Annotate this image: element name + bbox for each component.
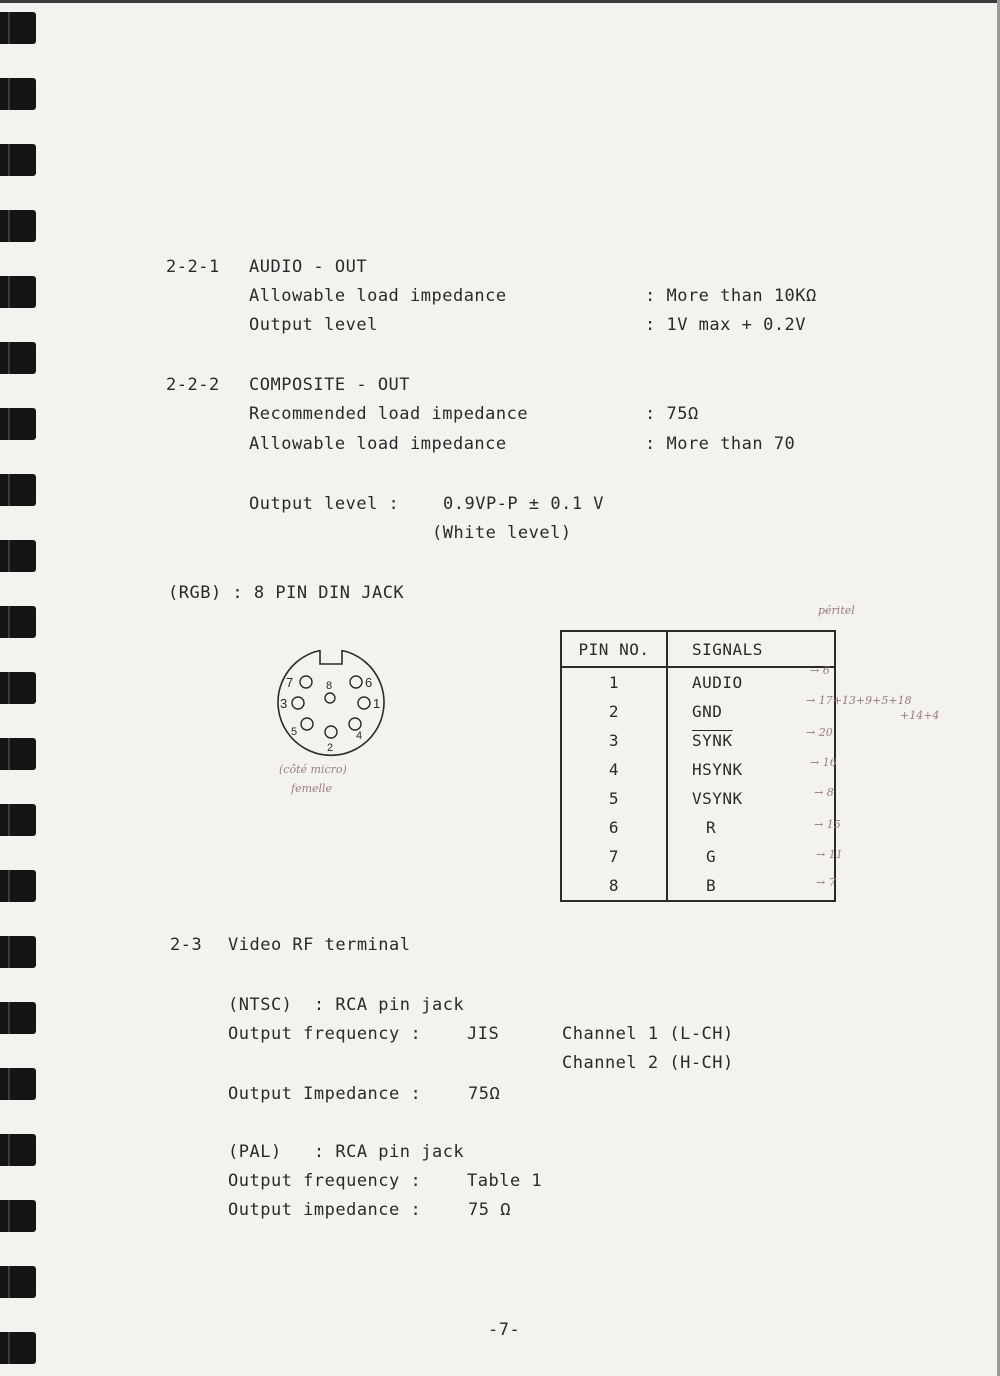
signal-cell: GND (692, 702, 723, 721)
din-pin-8 (325, 693, 335, 703)
pin-cell: 5 (561, 784, 667, 813)
signal-cell: G (706, 847, 717, 866)
binding-hole (0, 78, 36, 110)
ntsc-freq-value: JIS (467, 1024, 500, 1044)
spec-value: : 1V max + 0.2V (645, 315, 807, 335)
handwritten-pin-map: → 6 (810, 664, 830, 677)
pin-cell: 2 (561, 697, 667, 726)
handwritten-pin-map: → 15 (814, 818, 841, 831)
signal-cell: VSYNK (692, 789, 743, 808)
table-row (561, 813, 835, 842)
binding-hole (0, 1002, 36, 1034)
table-row (561, 842, 835, 871)
spec-value: : More than 70 (645, 434, 796, 454)
binding-hole (0, 210, 36, 242)
din-pin-7 (300, 676, 312, 688)
din-pin-6 (350, 676, 362, 688)
output-level-label: Output level : (249, 494, 400, 514)
table-row (561, 755, 835, 784)
binding-hole (0, 1068, 36, 1100)
ntsc-impedance-label: Output Impedance : (228, 1084, 422, 1104)
output-level-note: (White level) (432, 523, 572, 543)
table-row (561, 871, 835, 901)
binding-hole (0, 1200, 36, 1232)
din-label-6: 6 (365, 675, 373, 690)
pin-cell: 3 (561, 726, 667, 755)
din-label-1: 1 (373, 696, 381, 711)
din-label-2: 2 (327, 742, 334, 754)
din-label-4: 4 (356, 730, 363, 742)
signal-cell: B (706, 876, 717, 895)
handwritten-note: femelle (291, 782, 333, 795)
binding-hole (0, 276, 36, 308)
ntsc-jack: (NTSC) : RCA pin jack (228, 995, 465, 1015)
handwritten-pin-map: → 17+13+9+5+18 (806, 694, 912, 707)
binding-hole (0, 540, 36, 572)
table-row (561, 697, 835, 726)
binding-hole (0, 1266, 36, 1298)
ntsc-channel-1: Channel 1 (L-CH) (562, 1024, 734, 1044)
binding-hole (0, 936, 36, 968)
din-pin-5 (301, 718, 313, 730)
ntsc-channel-2: Channel 2 (H-CH) (562, 1053, 734, 1073)
page-number: -7- (488, 1320, 521, 1340)
din-pin-2 (325, 726, 337, 738)
handwritten-pin-map: → 8 (814, 786, 834, 799)
handwritten-pin-map: → 16 (810, 756, 837, 769)
rgb-heading: (RGB) : 8 PIN DIN JACK (168, 583, 405, 603)
section-number-audio: 2-2-1 (166, 257, 220, 277)
handwritten-pin-map: → 20 (806, 726, 833, 739)
signal-cell: R (706, 818, 717, 837)
pin-cell: 7 (561, 842, 667, 871)
section-number-video-rf: 2-3 (170, 935, 203, 955)
handwritten-pin-map: → 11 (816, 848, 843, 861)
binding-hole (0, 738, 36, 770)
signal-synk-overlined: SYNK (692, 731, 733, 750)
binding-hole (0, 870, 36, 902)
binding-hole (0, 606, 36, 638)
spec-label: Allowable load impedance (249, 286, 507, 306)
binding-hole (0, 12, 36, 44)
section-title-audio: AUDIO - OUT (249, 257, 368, 277)
table-row (561, 784, 835, 813)
pin-cell: 1 (561, 667, 667, 697)
pal-freq-value: Table 1 (467, 1171, 543, 1191)
ntsc-freq-label: Output frequency : (228, 1024, 422, 1044)
column-header-pin: PIN NO. (561, 631, 667, 667)
pin-cell: 6 (561, 813, 667, 842)
pal-jack: (PAL) : RCA pin jack (228, 1142, 465, 1162)
table-row (561, 726, 835, 755)
binding-hole (0, 1134, 36, 1166)
pin-cell: 4 (561, 755, 667, 784)
signal-cell: AUDIO (692, 673, 743, 692)
table-header-row (561, 631, 835, 667)
pin-cell: 8 (561, 871, 667, 901)
spec-label: Allowable load impedance (249, 434, 507, 454)
binding-hole (0, 474, 36, 506)
din-label-7: 7 (286, 675, 294, 690)
din-pin-1 (358, 697, 370, 709)
section-number-composite: 2-2-2 (166, 375, 220, 395)
output-level-value: 0.9VP-P ± 0.1 V (443, 494, 605, 514)
din-label-5: 5 (291, 726, 298, 738)
spec-value: : More than 10KΩ (645, 286, 817, 306)
din-pin-4 (349, 718, 361, 730)
table-row (561, 667, 835, 697)
binding-hole (0, 144, 36, 176)
handwritten-note: (côté micro) (279, 763, 347, 776)
handwritten-note: péritel (818, 604, 855, 617)
section-title-video-rf: Video RF terminal (228, 935, 411, 955)
binding-hole (0, 804, 36, 836)
spec-value: : 75Ω (645, 404, 699, 424)
binding-hole (0, 408, 36, 440)
din-label-8: 8 (326, 680, 333, 692)
column-header-signals: SIGNALS (667, 631, 835, 667)
handwritten-pin-map-extra: +14+4 (900, 709, 940, 722)
pal-impedance-value: 75 Ω (468, 1200, 511, 1220)
binding-hole (0, 342, 36, 374)
binding-hole (0, 1332, 36, 1364)
comb-binding (0, 0, 40, 1376)
din-connector-diagram (268, 640, 398, 760)
binding-hole (0, 672, 36, 704)
din-label-3: 3 (280, 696, 288, 711)
section-title-composite: COMPOSITE - OUT (249, 375, 411, 395)
pal-impedance-label: Output impedance : (228, 1200, 422, 1220)
page-top-edge (0, 0, 1000, 3)
pal-freq-label: Output frequency : (228, 1171, 422, 1191)
spec-label: Output level (249, 315, 378, 335)
ntsc-impedance-value: 75Ω (468, 1084, 501, 1104)
din-pin-3 (292, 697, 304, 709)
spec-label: Recommended load impedance (249, 404, 529, 424)
signal-cell: HSYNK (692, 760, 743, 779)
pin-signal-table (560, 630, 836, 902)
handwritten-pin-map: → 7 (816, 876, 836, 889)
